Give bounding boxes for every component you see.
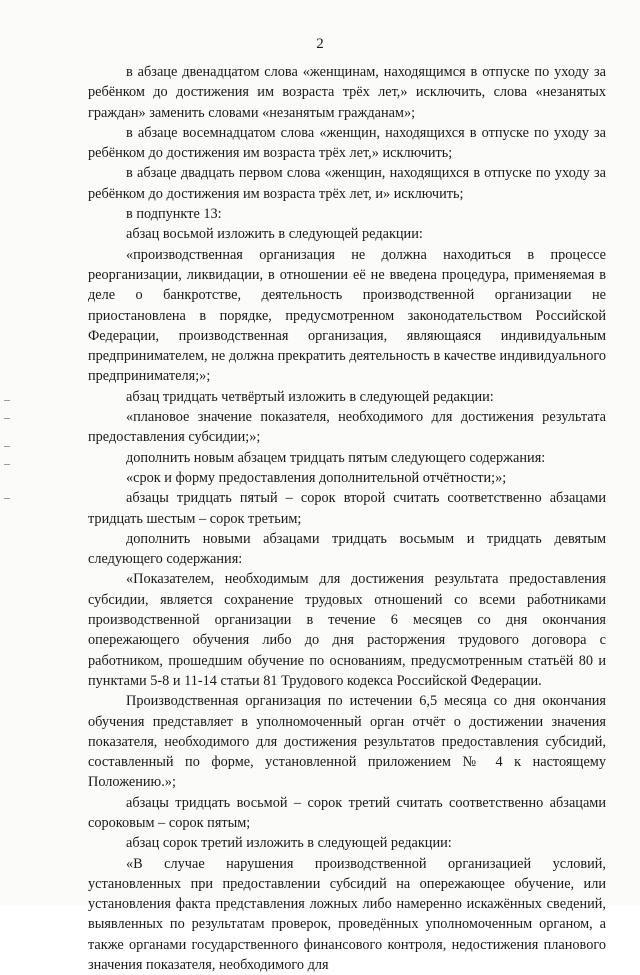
- paragraph: дополнить новыми абзацами тридцать восьмым и тридцать девятым следующего содержания:: [88, 530, 606, 568]
- paragraph: «Показателем, необходимым для достижения результата предоставления субсидии, является сохранение трудовых отношений со всеми работниками производственной организации в течение 6 месяцев со дня окончания опережающего обучения либо до дня расторжения трудового договора с работником, прошедшим обучение по основаниям, предусмотренным статьёй 80 и пунктами 5-8 и 11-14 статьи 81 Трудового кодекса Российской Федерации.: [88, 571, 606, 689]
- paragraph: «плановое значение показателя, необходимого для достижения результата предоставления субсидии;»;: [88, 409, 606, 446]
- margin-marks: [4, 400, 18, 520]
- paragraph: «В случае нарушения производственной организацией условий, установленных при предоставлении субсидий на опережающее обучение, или установления факта представления ложных либо намеренно искажённых сведений, выявленных по результатам проверок, проведённых уполномоченным органом, а также органами государственного финансового контроля, недостижения планового значения показателя, необходимого для: [88, 855, 606, 974]
- paragraph: «производственная организация не должна находиться в процессе реорганизации, ликвидации, в отношении её не введена процедура, применяемая в деле о банкротстве, деятельность производственной организации не приостановлена в порядке, предусмотренном законодательством Российской Федерации, производственная организация, являющаяся индивидуальным предпринимателем, не должна прекратить деятельность в качестве индивидуального предпринимателя;»;: [88, 246, 606, 385]
- paragraph: «срок и форму предоставления дополнительной отчётности;»;: [126, 469, 507, 486]
- paragraph: в абзаце восемнадцатом слова «женщин, находящихся в отпуске по уходу за ребёнком до достижения им возраста трёх лет,» исключить;: [88, 124, 606, 162]
- paragraph: в подпункте 13:: [126, 206, 222, 223]
- paragraph: абзацы тридцать восьмой – сорок третий считать соответственно абзацами сороковым – сорок пятым;: [88, 794, 606, 831]
- document-body: [88, 62, 606, 975]
- paragraph: абзац сорок третий изложить в следующей редакции:: [126, 835, 452, 852]
- paragraph: абзац восьмой изложить в следующей редакции:: [126, 226, 423, 243]
- paragraph: в абзаце двадцать первом слова «женщин, находящихся в отпуске по уходу за ребёнком до достижения им возраста трёх лет, и» исключить;: [88, 165, 606, 202]
- page-number: 2: [316, 36, 324, 52]
- paragraph: абзацы тридцать пятый – сорок второй считать соответственно абзацами тридцать шестым – сорок третьим;: [88, 490, 606, 527]
- paragraph: Производственная организация по истечении 6,5 месяца со дня окончания обучения представляет в уполномоченный орган отчёт о достижении значения показателя, необходимого для достижения результатов предоставления субсидий, составленный по форме, установленной приложением № 4 к настоящему Положению.»;: [88, 693, 606, 791]
- paragraph: дополнить новым абзацем тридцать пятым следующего содержания:: [126, 449, 546, 466]
- paragraph: абзац тридцать четвёртый изложить в следующей редакции:: [126, 388, 494, 405]
- paragraph: в абзаце двенадцатом слова «женщинам, находящимся в отпуске по уходу за ребёнком до достижения им возраста трёх лет,» исключить, слова «незанятых граждан» заменить словами «незанятым гражданам»;: [88, 64, 606, 121]
